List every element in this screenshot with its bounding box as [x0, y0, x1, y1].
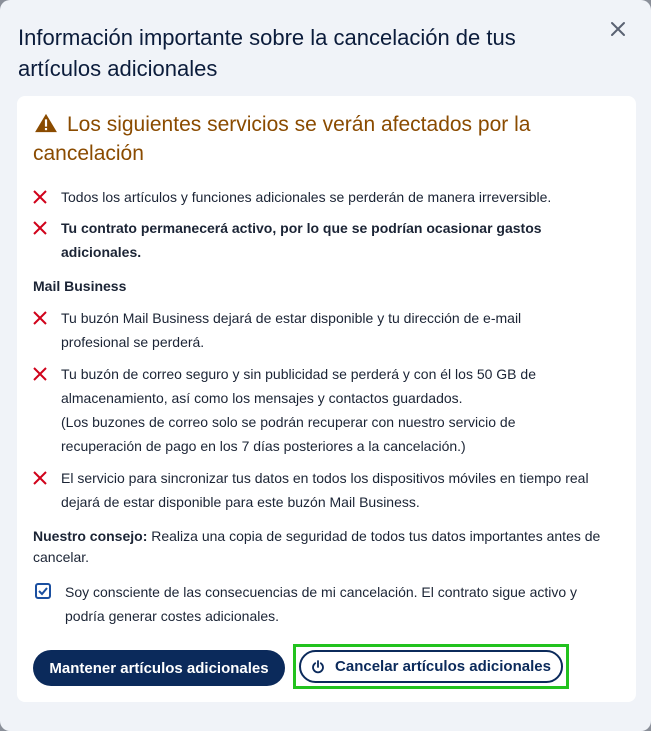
advice-text — [33, 526, 608, 568]
power-icon — [311, 660, 325, 674]
cross-icon — [33, 221, 47, 235]
keep-addons-button[interactable]: Mantener artículos adicionales — [33, 650, 285, 686]
list-item-text: Tu buzón Mail Business dejará de estar disponible y tu dirección de e-mail profesional se perderá. — [61, 310, 522, 350]
list-item — [33, 306, 593, 354]
consent-label: Soy consciente de las consecuencias de mi cancelación. El contrato sigue activo y podría generar costes adicionales. — [65, 584, 578, 624]
section-label: Mail Business — [33, 278, 127, 294]
close-icon — [610, 21, 626, 37]
list-item — [33, 185, 593, 209]
list-item-text: Tu buzón de correo seguro y sin publicidad se perderá y con él los 50 GB de almacenamiento, así como los mensajes y contactos guardados. — [61, 366, 536, 406]
close-button[interactable] — [607, 18, 629, 40]
cross-icon — [33, 190, 47, 204]
warning-card — [17, 96, 636, 702]
cancel-addons-button[interactable] — [299, 650, 563, 683]
cross-icon — [33, 471, 47, 485]
list-item-text: Tu contrato permanecerá activo, por lo que se podrían ocasionar gastos adicionales. — [61, 220, 542, 260]
warning-heading — [33, 110, 593, 168]
advice-body: Realiza una copia de seguridad de todos tus datos importantes antes de cancelar. — [33, 528, 601, 565]
checkmark-icon — [37, 585, 49, 597]
warning-heading-text: Los siguientes servicios se verán afectados por la cancelación — [33, 113, 531, 165]
list-item-text: El servicio para sincronizar tus datos en todos los dispositivos móviles en tiempo real dejará de estar disponible para este buzón Mail Business. — [61, 470, 589, 510]
list-item-text: Todos los artículos y funciones adicionales se perderán de manera irreversible. — [61, 189, 552, 205]
consent-row[interactable] — [33, 580, 608, 628]
highlight-frame — [293, 644, 569, 689]
list-item-note: (Los buzones de correo solo se podrán recuperar con nuestro servicio de recuperación de pago en los 7 días posteriores a la cancelación.) — [61, 414, 516, 454]
dialog-title: Información importante sobre la cancelación de tus artículos adicionales — [18, 25, 516, 81]
list-item — [33, 362, 593, 458]
list-item — [33, 216, 593, 264]
cross-icon — [33, 367, 47, 381]
list-item — [33, 466, 593, 514]
cross-icon — [33, 311, 47, 325]
consent-checkbox[interactable] — [35, 583, 51, 599]
cancel-addons-label: Cancelar artículos adicionales — [335, 658, 551, 675]
warning-triangle-icon — [33, 113, 59, 133]
advice-label: Nuestro consejo: — [33, 528, 148, 544]
